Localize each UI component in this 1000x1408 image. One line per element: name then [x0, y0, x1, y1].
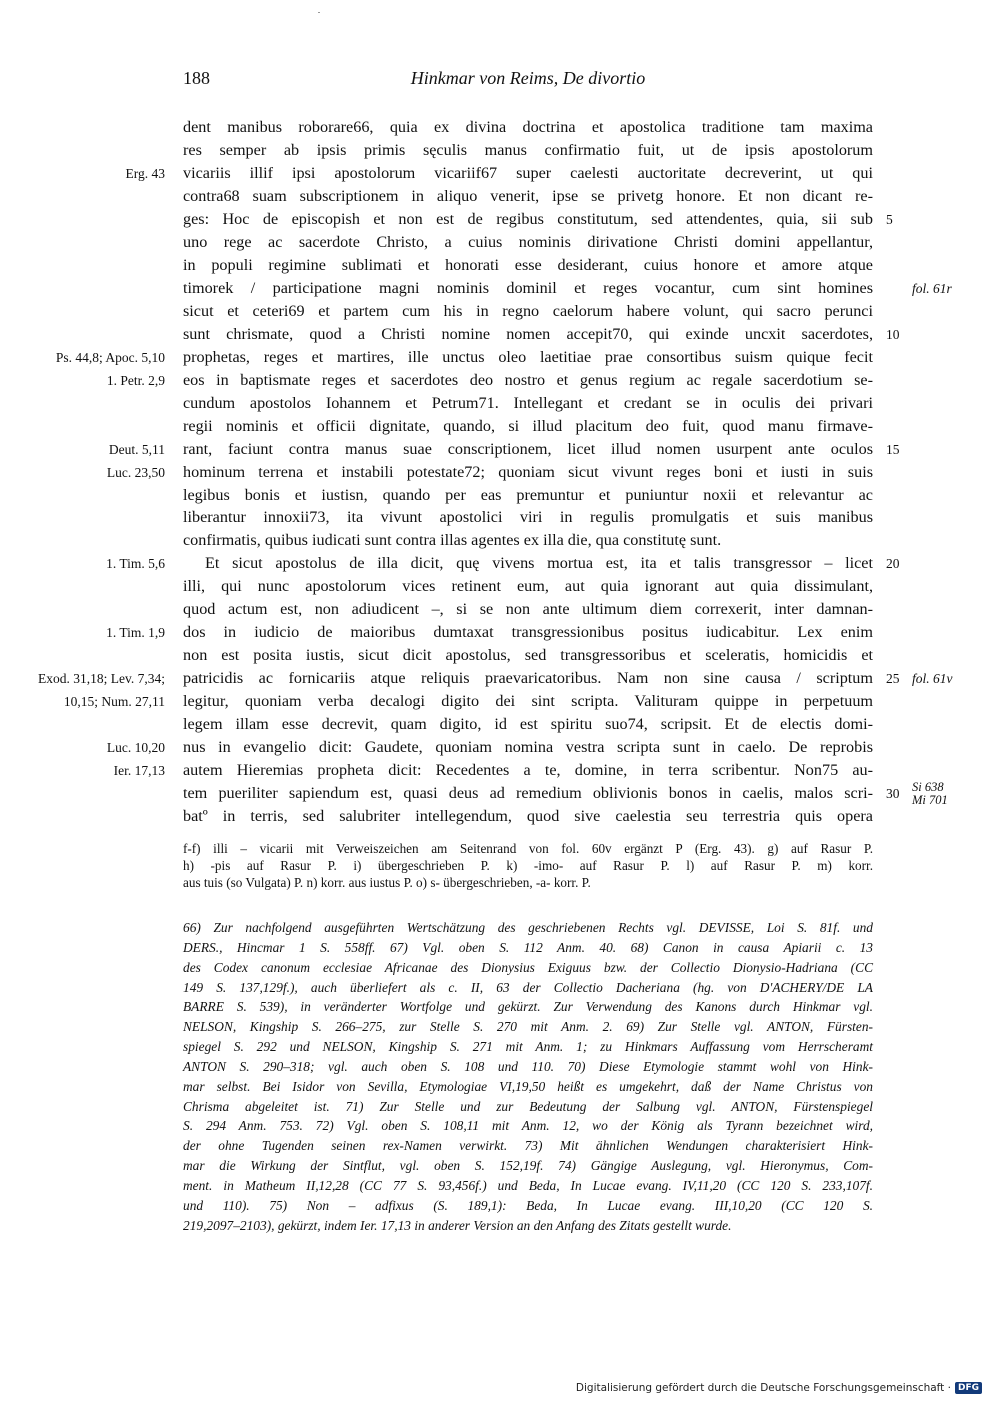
marginal-reference: 1. Tim. 5,6 [106, 556, 165, 572]
text-line: in populi regimine sublimati et honorati esse desiderant, cuius honore et amore atque [183, 255, 873, 274]
line-number: 5 [886, 211, 893, 227]
marginal-reference: Ps. 44,8; Apoc. 5,10 [55, 349, 165, 365]
marginal-reference: Luc. 23,50 [106, 464, 165, 480]
main-text [183, 116, 873, 828]
text-line: autem Hieremias propheta dicit: Recedentes a te, domine, in terra scribentur. Non75 au- [183, 761, 873, 780]
footnote-line: NELSON, Kingship S. 266–275, zur Stelle S. 270 mit Anm. 2. 69) Zur Stelle vgl. ANTON, Fürsten- [183, 1019, 873, 1035]
footnote-line: DERS., Hincmar 1 S. 558ff. 67) Vgl. oben S. 112 Anm. 40. 68) Canon in causa Apiarii c. 13 [183, 939, 873, 955]
marginal-reference: Luc. 10,20 [106, 740, 165, 756]
dfg-logo: DFG [955, 1382, 982, 1394]
line-number: 15 [886, 441, 900, 457]
text-line: legem illam esse decrevit, quam digito, id est spiritu suo74, scripsit. Et de electis domi- [183, 715, 873, 734]
footnotes [183, 918, 873, 1236]
footnote-line: 149 S. 137,129f.), auch überliefert als c. II, 63 der Collectio Dacheriana (hg. von D'ACHERY/DE LA [183, 979, 873, 995]
text-line: sunt chrismate, quod a Christi nomine nomen accepit70, qui exinde uncxit sacerdotes, [183, 324, 873, 343]
text-line: tem pueriliter sapiendum est, quasi deus ad remedium oblivionis bonos in caelis, malos scri- [183, 784, 873, 803]
marginal-reference: 10,15; Num. 27,11 [63, 694, 165, 710]
concordance-item: Mi 701 [912, 793, 948, 808]
footnote-line: der ohne Tugenden seinen rex-Namen verwirkt. 73) Mit ähnlichen Wendungen charakterisiert Hink- [183, 1138, 873, 1154]
critical-apparatus [183, 840, 873, 891]
text-line: eos in baptismate reges et sacerdotes deo nostro et genus regium ac regale sacerdotium se- [183, 370, 873, 389]
text-line: liberantur innoxii73, ita vivunt apostolici viri in regulis promulgatis et suis manibus [183, 508, 873, 527]
line-number: 10 [886, 326, 900, 342]
concordance-item: Si 638 [912, 780, 944, 795]
text-line: patricidis ac fornicariis atque reliquis praevaricatoribus. Nam non sine causa / scriptum [183, 669, 873, 688]
text-line: nus in evangelio dicit: Gaudete, quoniam nomina vestra scripta sunt in caelo. De reprobis [183, 738, 873, 757]
folio-mark: fol. 61r [912, 280, 952, 296]
running-title: Hinkmar von Reims, De divortio [410, 68, 646, 88]
edition-concordance [912, 781, 948, 807]
scan-mark [318, 12, 320, 13]
text-line: contra68 suam subscriptionem in aliquo venerit, ipse se privetg honore. Et non dicant re- [183, 186, 873, 205]
text-line: legitur, quoniam verba decalogi digito dei sint scripta. Valituram quippe in perpetuum [183, 692, 873, 711]
text-line: confirmatis, quibus iudicati sunt contra illas agentes ex illa die, qua constitutę sunt. [183, 531, 722, 550]
text-line: ges: Hoc de episcopish et non est de regibus constitutum, sed attendentes, quia, sii sub [183, 209, 873, 228]
text-line: prophetas, reges et martires, ille unctus oleo laetitiae prae consortibus suism quique fecit [183, 347, 873, 366]
footnote-line: 66) Zur nachfolgend ausgeführten Wertschätzung des geschriebenen Rechts vgl. DEVISSE, Loi S. 81f. und [183, 920, 873, 935]
text-line: vicariis illif ipsi apostolorum vicariif67 super caelesti auctoritate decreverint, ut qui [183, 163, 873, 182]
text-line: Et sicut apostolus de illa dicit, quę vivens mortua est, ita et talis transgressor – licet [205, 554, 873, 573]
apparatus-line: h) -pis auf Rasur P. i) übergeschrieben P. k) -imo- auf Rasur P. l) auf Rasur P. m) korr. [183, 858, 873, 873]
footnote-line: mar die Wirkung der Sintflut, vgl. oben S. 152,19f. 74) Gängige Auslegung, vgl. Hieronymus, Com- [183, 1158, 873, 1174]
page-header [183, 68, 873, 92]
digitization-credit [576, 1382, 982, 1394]
footnote-line: BARRE S. 539), in veränderter Wortfolge und gekürzt. Zur Verwendung des Kanons durch Hinkmar vgl. [183, 999, 873, 1015]
credit-text: Digitalisierung gefördert durch die Deutsche Forschungsgemeinschaft · [575, 1382, 951, 1394]
page-number: 188 [183, 68, 210, 88]
marginal-reference: Erg. 43 [125, 165, 165, 181]
apparatus-line: aus tuis (so Vulgata) P. n) korr. aus iustus P. o) s- übergeschrieben, -a- korr. P. [183, 875, 591, 890]
marginal-reference: Ier. 17,13 [113, 763, 165, 779]
line-number: 25 [886, 671, 900, 687]
text-line: timorek / participatione magni nominis dominil et reges vocantur, cum sint homines [183, 278, 873, 297]
footnote-line: des Codex canonum ecclesiae Africanae des Dionysius Exiguus bzw. der Collectio Dionysio-Hadriana (CC [183, 959, 873, 975]
text-line: illi, qui nunc apostolorum vices retinent eum, aut quia ignorant aut quia dissimulant, [183, 577, 873, 596]
line-number: 20 [886, 556, 900, 572]
footnote-line: S. 294 Anm. 753. 72) Vgl. oben S. 108,11 mit Anm. 12, wo der König als Tyrann bezeichnet wird, [183, 1118, 873, 1134]
footnote-line: ment. in Matheum II,12,28 (CC 77 S. 93,456f.) und Beda, In Lucae evang. IV,11,20 (CC 120 S. 233,107f. [183, 1177, 873, 1193]
marginal-reference: 1. Petr. 2,9 [106, 372, 165, 388]
footnote-line: Chrisma abgeleitet ist. 71) Zur Stelle und zur Bedeutung der Salbung vgl. ANTON, Fürstenspiegel [183, 1098, 873, 1114]
marginal-reference: Exod. 31,18; Lev. 7,34; [38, 671, 165, 687]
line-number: 30 [886, 786, 900, 802]
text-line: hominum terrena et instabili potestate72; quoniam sicut vivunt reges boni et iusti in suis [183, 462, 873, 481]
text-line: regii nominis et officii dignitate, quando, si illud placitum deo fuit, quod manu firmave- [183, 416, 873, 435]
footnote-line: mar selbst. Bei Isidor von Sevilla, Etymologiae VI,19,50 heißt es umgekehrt, daß der Name Christus von [183, 1078, 873, 1094]
folio-mark: fol. 61v [912, 671, 953, 687]
text-line: uno rege ac sacerdote Christo, a cuius nominis dirivatione Christi domini appellantur, [183, 232, 873, 251]
text-line: quod actum est, non adiudicent –, si se non ante ultimum diem correxerit, inter damnan- [183, 600, 873, 619]
text-line: rant, faciunt contra manus suae conscriptionem, licet illud nomen usurpent ante oculos [183, 439, 873, 458]
text-line: dos in iudicio de maioribus dumtaxat transgressionibus positus iudicabitur. Lex enim [183, 623, 873, 642]
footnote-line: spiegel S. 292 und NELSON, Kingship S. 271 mit Anm. 1; zu Hinkmars Auffassung vom Herrscheramt [183, 1039, 873, 1055]
text-line: batº in terris, sed salubriter intellegendum, quod sive caelestia seu terrestria quis opera [183, 807, 873, 826]
footnote-line: und 110). 75) Non – adfixus (S. 189,1): Beda, In Lucae evang. III,10,20 (CC 120 S. [183, 1197, 873, 1213]
text-line: sicut et ceteri69 et partem cum his in regno caelorum habere volunt, qui sacro perunci [183, 301, 873, 320]
footnote-line: ANTON S. 290–318; vgl. auch oben S. 108 und 110. 70) Diese Etymologie stammt wohl von Hink- [183, 1058, 873, 1074]
apparatus-line: f-f) illi – vicarii mit Verweiszeichen am Seitenrand von fol. 60v ergänzt P (Erg. 43). g) auf Rasur P. [183, 841, 873, 856]
marginal-reference: Deut. 5,11 [108, 441, 165, 457]
text-line: cundum apostolos Iohannem et Petrum71. Intellegant et credant se in oculis dei privari [183, 393, 873, 412]
text-line: dent manibus roborare66, quia ex divina doctrina et apostolica traditione tam maxima [183, 118, 873, 136]
text-line: res semper ab ipsis primis sęculis manus confirmatio fuit, ut de ipsis apostolorum [183, 140, 873, 159]
marginal-reference: 1. Tim. 1,9 [106, 625, 165, 641]
text-line: non est posita iustis, sicut dicit apostolus, sed transgressoribus et sceleratis, homicidis et [183, 646, 873, 665]
footnote-line: 219,2097–2103), gekürzt, indem Ier. 17,13 in anderer Version an den Anfang des Zitats gestellt wurde. [183, 1217, 732, 1233]
text-line: legibus bonis et iustisn, quando per eas premuntur et puniuntur noxii et relevantur ac [183, 485, 873, 504]
